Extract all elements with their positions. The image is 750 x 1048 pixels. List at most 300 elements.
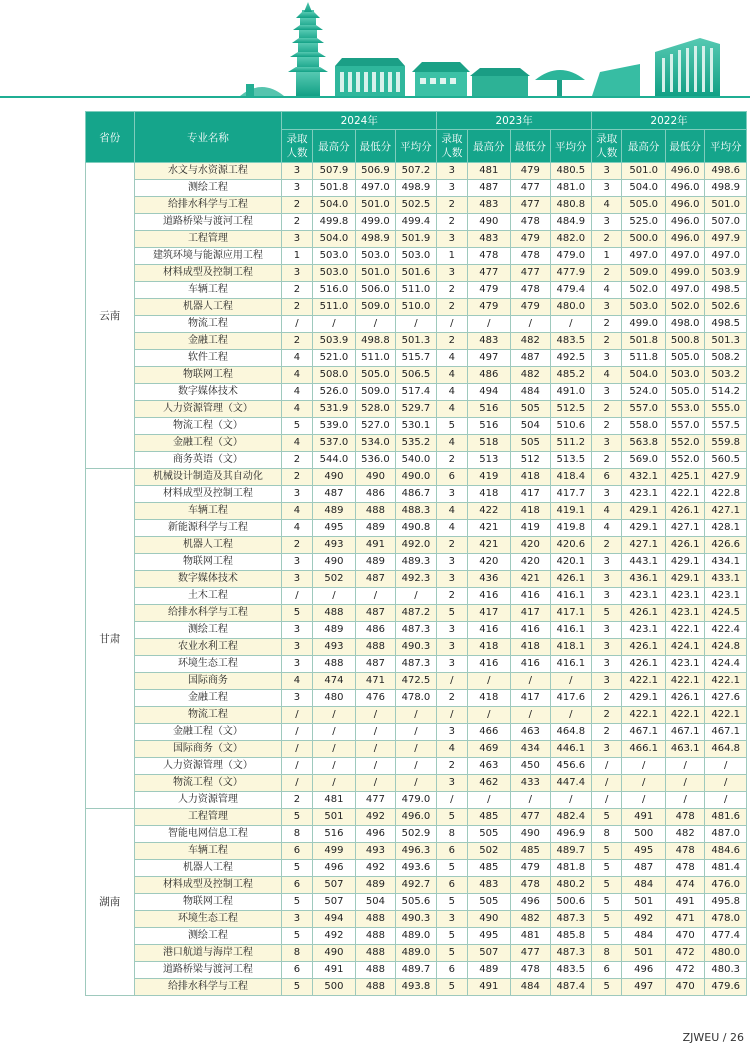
y2022-avg-cell: 427.1 <box>705 503 747 520</box>
y2022-count-cell: 2 <box>592 231 622 248</box>
y2023-avg-cell: 480.0 <box>550 299 592 316</box>
y2024-max-cell: / <box>312 588 356 605</box>
y2022-max-cell: / <box>622 775 666 792</box>
major-cell: 金融工程（文） <box>134 435 282 452</box>
y2023-avg-cell: 416.1 <box>550 588 592 605</box>
y2022-count-cell: 4 <box>592 367 622 384</box>
table-row <box>86 928 747 945</box>
y2023-avg-cell: 477.9 <box>550 265 592 282</box>
y2022-avg-cell: 487.0 <box>705 826 747 843</box>
y2024-max-cell: 507 <box>312 894 356 911</box>
table-row <box>86 537 747 554</box>
y2024-count-cell: 3 <box>282 911 312 928</box>
y2024-count-cell: / <box>282 707 312 724</box>
y2022-min-cell: 478 <box>665 809 704 826</box>
y2023-max-cell: 483 <box>467 231 511 248</box>
y2023-avg-cell: 418.4 <box>550 469 592 486</box>
y2023-count-cell: 2 <box>437 758 467 775</box>
y2024-max-cell: 499 <box>312 843 356 860</box>
y2023-max-cell: 417 <box>467 605 511 622</box>
year-2024-header: 2024年 <box>282 112 437 130</box>
y2023-max-cell: 516 <box>467 418 511 435</box>
count-header: 录取 人数 <box>282 130 312 163</box>
y2023-count-cell: 3 <box>437 486 467 503</box>
y2023-min-cell: 479 <box>511 163 550 180</box>
major-cell: 物联网工程 <box>134 554 282 571</box>
y2023-avg-cell: 416.1 <box>550 656 592 673</box>
y2023-count-cell: 2 <box>437 197 467 214</box>
table-row <box>86 214 747 231</box>
y2024-max-cell: 490 <box>312 554 356 571</box>
y2022-avg-cell: 424.5 <box>705 605 747 622</box>
y2022-max-cell: 484 <box>622 877 666 894</box>
y2022-count-cell: 3 <box>592 741 622 758</box>
y2024-min-cell: 501.0 <box>356 197 395 214</box>
y2022-avg-cell: 480.0 <box>705 945 747 962</box>
y2023-max-cell: 518 <box>467 435 511 452</box>
y2022-max-cell: 511.8 <box>622 350 666 367</box>
y2024-max-cell: 494 <box>312 911 356 928</box>
y2024-min-cell: 487 <box>356 605 395 622</box>
y2024-count-cell: 3 <box>282 163 312 180</box>
y2024-min-cell: / <box>356 588 395 605</box>
y2022-count-cell: 6 <box>592 962 622 979</box>
y2023-max-cell: 479 <box>467 282 511 299</box>
y2024-count-cell: 5 <box>282 894 312 911</box>
y2022-min-cell: 427.1 <box>665 520 704 537</box>
table-row <box>86 758 747 775</box>
y2022-min-cell: 500.8 <box>665 333 704 350</box>
y2024-avg-cell: 535.2 <box>395 435 437 452</box>
y2022-min-cell: 425.1 <box>665 469 704 486</box>
y2022-min-cell: 471 <box>665 911 704 928</box>
y2024-avg-cell: / <box>395 316 437 333</box>
y2023-max-cell: 418 <box>467 690 511 707</box>
major-cell: 物流工程（文） <box>134 775 282 792</box>
y2024-count-cell: 3 <box>282 554 312 571</box>
y2023-count-cell: 3 <box>437 163 467 180</box>
y2023-min-cell: 416 <box>511 622 550 639</box>
y2024-min-cell: 534.0 <box>356 435 395 452</box>
y2022-count-cell: 5 <box>592 605 622 622</box>
y2024-avg-cell: 489.0 <box>395 928 437 945</box>
y2024-avg-cell: 496.0 <box>395 809 437 826</box>
y2022-avg-cell: 434.1 <box>705 554 747 571</box>
y2022-avg-cell: 422.1 <box>705 707 747 724</box>
y2022-max-cell: 499.0 <box>622 316 666 333</box>
y2023-avg-cell: 446.1 <box>550 741 592 758</box>
y2023-min-cell: 419 <box>511 520 550 537</box>
y2024-avg-cell: 490.3 <box>395 639 437 656</box>
y2023-max-cell: 469 <box>467 741 511 758</box>
y2022-max-cell: 429.1 <box>622 520 666 537</box>
major-cell: 车辆工程 <box>134 503 282 520</box>
y2022-count-cell: 1 <box>592 248 622 265</box>
table-row <box>86 741 747 758</box>
y2022-max-cell: 492 <box>622 911 666 928</box>
table-row <box>86 418 747 435</box>
table-row <box>86 163 747 180</box>
y2022-count-cell: 3 <box>592 622 622 639</box>
y2024-count-cell: 6 <box>282 877 312 894</box>
y2023-max-cell: 466 <box>467 724 511 741</box>
y2023-count-cell: 6 <box>437 877 467 894</box>
y2023-count-cell: 1 <box>437 248 467 265</box>
table-row <box>86 571 747 588</box>
y2022-min-cell: 429.1 <box>665 571 704 588</box>
y2023-count-cell: / <box>437 792 467 809</box>
major-cell: 材料成型及控制工程 <box>134 877 282 894</box>
y2023-avg-cell: 510.6 <box>550 418 592 435</box>
y2024-min-cell: 488 <box>356 639 395 656</box>
y2022-avg-cell: 424.8 <box>705 639 747 656</box>
y2022-avg-cell: 560.5 <box>705 452 747 469</box>
major-cell: 软件工程 <box>134 350 282 367</box>
y2024-min-cell: 476 <box>356 690 395 707</box>
major-cell: 物流工程（文） <box>134 418 282 435</box>
y2023-count-cell: 2 <box>437 333 467 350</box>
y2024-max-cell: 490 <box>312 945 356 962</box>
y2023-max-cell: 419 <box>467 469 511 486</box>
y2022-avg-cell: / <box>705 775 747 792</box>
y2022-count-cell: 3 <box>592 214 622 231</box>
y2022-min-cell: 429.1 <box>665 554 704 571</box>
y2023-count-cell: 8 <box>437 826 467 843</box>
y2022-avg-cell: 498.5 <box>705 316 747 333</box>
y2024-min-cell: 486 <box>356 486 395 503</box>
table-row <box>86 231 747 248</box>
major-cell: 土木工程 <box>134 588 282 605</box>
y2024-min-cell: 477 <box>356 792 395 809</box>
y2023-avg-cell: 480.5 <box>550 163 592 180</box>
y2022-min-cell: 505.0 <box>665 350 704 367</box>
y2024-max-cell: 496 <box>312 860 356 877</box>
y2023-max-cell: 507 <box>467 945 511 962</box>
table-row <box>86 809 747 826</box>
y2022-min-cell: 422.1 <box>665 707 704 724</box>
y2022-avg-cell: 427.9 <box>705 469 747 486</box>
y2022-count-cell: 2 <box>592 724 622 741</box>
table-row <box>86 945 747 962</box>
page-number: ZJWEU / 26 <box>682 1031 744 1044</box>
y2023-avg-cell: 500.6 <box>550 894 592 911</box>
y2024-avg-cell: 489.3 <box>395 554 437 571</box>
y2022-min-cell: 503.0 <box>665 367 704 384</box>
y2022-avg-cell: / <box>705 758 747 775</box>
table-row <box>86 826 747 843</box>
y2022-count-cell: 8 <box>592 945 622 962</box>
y2023-max-cell: 436 <box>467 571 511 588</box>
y2024-max-cell: / <box>312 724 356 741</box>
y2024-min-cell: / <box>356 316 395 333</box>
y2024-count-cell: 4 <box>282 367 312 384</box>
y2023-min-cell: 434 <box>511 741 550 758</box>
y2022-count-cell: 3 <box>592 571 622 588</box>
y2024-avg-cell: 503.0 <box>395 248 437 265</box>
y2023-count-cell: 6 <box>437 962 467 979</box>
y2024-count-cell: 5 <box>282 860 312 877</box>
y2024-max-cell: 490 <box>312 469 356 486</box>
y2024-min-cell: 496 <box>356 826 395 843</box>
major-cell: 物流工程 <box>134 707 282 724</box>
y2023-min-cell: 482 <box>511 911 550 928</box>
table-row <box>86 656 747 673</box>
y2024-min-cell: / <box>356 758 395 775</box>
y2023-avg-cell: 485.8 <box>550 928 592 945</box>
y2024-count-cell: 2 <box>282 452 312 469</box>
y2022-min-cell: 496.0 <box>665 231 704 248</box>
y2024-avg-cell: 492.3 <box>395 571 437 588</box>
y2024-max-cell: 492 <box>312 928 356 945</box>
table-row <box>86 707 747 724</box>
table-row <box>86 282 747 299</box>
y2022-min-cell: 496.0 <box>665 180 704 197</box>
min-score-header: 最低分 <box>356 130 395 163</box>
y2023-min-cell: 477 <box>511 809 550 826</box>
major-cell: 数字媒体技术 <box>134 384 282 401</box>
y2023-max-cell: 418 <box>467 639 511 656</box>
y2022-avg-cell: 514.2 <box>705 384 747 401</box>
y2022-count-cell: 6 <box>592 469 622 486</box>
y2023-max-cell: 487 <box>467 180 511 197</box>
y2022-avg-cell: 498.5 <box>705 282 747 299</box>
y2022-count-cell: 2 <box>592 690 622 707</box>
y2024-count-cell: / <box>282 775 312 792</box>
y2022-max-cell: 427.1 <box>622 537 666 554</box>
y2023-min-cell: 482 <box>511 367 550 384</box>
y2024-min-cell: 527.0 <box>356 418 395 435</box>
y2023-avg-cell: 491.0 <box>550 384 592 401</box>
y2022-max-cell: 484 <box>622 928 666 945</box>
y2023-min-cell: 417 <box>511 605 550 622</box>
y2023-min-cell: 463 <box>511 724 550 741</box>
y2022-max-cell: 422.1 <box>622 707 666 724</box>
y2024-avg-cell: 479.0 <box>395 792 437 809</box>
y2024-min-cell: 487 <box>356 571 395 588</box>
y2024-count-cell: 1 <box>282 248 312 265</box>
y2024-avg-cell: 492.7 <box>395 877 437 894</box>
y2022-count-cell: 5 <box>592 860 622 877</box>
y2024-min-cell: 488 <box>356 962 395 979</box>
major-cell: 港口航道与海岸工程 <box>134 945 282 962</box>
y2022-count-cell: 4 <box>592 503 622 520</box>
y2024-max-cell: 493 <box>312 639 356 656</box>
y2024-min-cell: / <box>356 775 395 792</box>
y2024-max-cell: 502 <box>312 571 356 588</box>
count-header: 录取 人数 <box>592 130 622 163</box>
y2022-avg-cell: 422.4 <box>705 622 747 639</box>
major-cell: 测绘工程 <box>134 180 282 197</box>
y2024-max-cell: 503.9 <box>312 333 356 350</box>
y2023-min-cell: 485 <box>511 843 550 860</box>
y2024-avg-cell: / <box>395 724 437 741</box>
y2023-avg-cell: 512.5 <box>550 401 592 418</box>
y2022-max-cell: 466.1 <box>622 741 666 758</box>
y2023-max-cell: 489 <box>467 962 511 979</box>
y2022-max-cell: 501.8 <box>622 333 666 350</box>
y2022-count-cell: 5 <box>592 979 622 996</box>
y2023-min-cell: 450 <box>511 758 550 775</box>
max-score-header: 最高分 <box>467 130 511 163</box>
y2023-avg-cell: 487.4 <box>550 979 592 996</box>
admission-table-container <box>85 111 747 996</box>
y2022-avg-cell: 501.3 <box>705 333 747 350</box>
y2022-avg-cell: 428.1 <box>705 520 747 537</box>
y2022-min-cell: 426.1 <box>665 503 704 520</box>
y2022-max-cell: 426.1 <box>622 656 666 673</box>
y2024-avg-cell: 507.2 <box>395 163 437 180</box>
y2022-min-cell: / <box>665 775 704 792</box>
y2023-avg-cell: 484.9 <box>550 214 592 231</box>
y2024-min-cell: 486 <box>356 622 395 639</box>
y2022-avg-cell: 508.2 <box>705 350 747 367</box>
y2022-count-cell: / <box>592 775 622 792</box>
y2023-avg-cell: 426.1 <box>550 571 592 588</box>
major-cell: 建筑环境与能源应用工程 <box>134 248 282 265</box>
y2023-count-cell: 3 <box>437 656 467 673</box>
y2023-min-cell: / <box>511 316 550 333</box>
y2023-count-cell: 3 <box>437 622 467 639</box>
y2023-count-cell: 2 <box>437 214 467 231</box>
y2023-max-cell: 486 <box>467 367 511 384</box>
y2022-min-cell: 499.0 <box>665 265 704 282</box>
table-row <box>86 792 747 809</box>
y2022-max-cell: 505.0 <box>622 197 666 214</box>
y2022-max-cell: 436.1 <box>622 571 666 588</box>
y2022-min-cell: 552.0 <box>665 452 704 469</box>
y2023-count-cell: 5 <box>437 809 467 826</box>
y2022-count-cell: 5 <box>592 894 622 911</box>
table-row <box>86 911 747 928</box>
y2022-avg-cell: 507.0 <box>705 214 747 231</box>
y2023-avg-cell: / <box>550 792 592 809</box>
y2022-avg-cell: 497.0 <box>705 248 747 265</box>
y2023-count-cell: 3 <box>437 724 467 741</box>
y2023-min-cell: 417 <box>511 690 550 707</box>
y2024-max-cell: 487 <box>312 486 356 503</box>
y2022-max-cell: 558.0 <box>622 418 666 435</box>
y2022-min-cell: 496.0 <box>665 197 704 214</box>
y2024-count-cell: 2 <box>282 282 312 299</box>
y2023-count-cell: 4 <box>437 350 467 367</box>
province-cell: 云南 <box>86 163 135 469</box>
y2022-avg-cell: 480.3 <box>705 962 747 979</box>
y2023-max-cell: 463 <box>467 758 511 775</box>
y2023-min-cell: 420 <box>511 537 550 554</box>
y2022-min-cell: 422.1 <box>665 673 704 690</box>
avg-score-header: 平均分 <box>705 130 747 163</box>
y2022-max-cell: 502.0 <box>622 282 666 299</box>
y2023-count-cell: 5 <box>437 418 467 435</box>
y2023-avg-cell: 487.3 <box>550 945 592 962</box>
y2023-avg-cell: 483.5 <box>550 333 592 350</box>
y2023-min-cell: 505 <box>511 401 550 418</box>
y2022-avg-cell: 427.6 <box>705 690 747 707</box>
y2022-count-cell: 5 <box>592 928 622 945</box>
y2022-avg-cell: 495.8 <box>705 894 747 911</box>
y2024-avg-cell: 496.3 <box>395 843 437 860</box>
y2024-count-cell: 6 <box>282 843 312 860</box>
y2024-avg-cell: 502.9 <box>395 826 437 843</box>
major-cell: 机器人工程 <box>134 299 282 316</box>
y2024-max-cell: / <box>312 316 356 333</box>
y2024-avg-cell: 490.8 <box>395 520 437 537</box>
y2024-count-cell: 3 <box>282 571 312 588</box>
y2024-max-cell: 531.9 <box>312 401 356 418</box>
y2023-min-cell: 416 <box>511 656 550 673</box>
y2024-count-cell: 8 <box>282 945 312 962</box>
y2024-max-cell: 504.0 <box>312 231 356 248</box>
table-row <box>86 724 747 741</box>
province-cell: 湖南 <box>86 809 135 996</box>
y2022-max-cell: 426.1 <box>622 605 666 622</box>
y2022-count-cell: 2 <box>592 452 622 469</box>
major-cell: 金融工程 <box>134 690 282 707</box>
y2023-count-cell: 6 <box>437 469 467 486</box>
major-cell: 金融工程 <box>134 333 282 350</box>
y2023-min-cell: 420 <box>511 554 550 571</box>
y2022-max-cell: 495 <box>622 843 666 860</box>
y2023-max-cell: 502 <box>467 843 511 860</box>
y2022-avg-cell: 478.0 <box>705 911 747 928</box>
y2024-max-cell: 491 <box>312 962 356 979</box>
y2023-max-cell: 477 <box>467 265 511 282</box>
y2022-min-cell: 470 <box>665 928 704 945</box>
y2022-max-cell: 423.1 <box>622 588 666 605</box>
y2023-min-cell: 479 <box>511 860 550 877</box>
y2024-min-cell: 501.0 <box>356 265 395 282</box>
y2023-count-cell: 2 <box>437 588 467 605</box>
y2022-min-cell: 505.0 <box>665 384 704 401</box>
table-row <box>86 639 747 656</box>
y2024-avg-cell: 487.2 <box>395 605 437 622</box>
table-row <box>86 894 747 911</box>
y2023-max-cell: 516 <box>467 401 511 418</box>
y2024-avg-cell: 501.6 <box>395 265 437 282</box>
y2022-min-cell: 470 <box>665 979 704 996</box>
y2024-count-cell: / <box>282 316 312 333</box>
y2022-max-cell: 569.0 <box>622 452 666 469</box>
y2022-min-cell: / <box>665 758 704 775</box>
y2022-count-cell: 4 <box>592 197 622 214</box>
y2024-max-cell: 539.0 <box>312 418 356 435</box>
table-row <box>86 452 747 469</box>
y2024-avg-cell: / <box>395 588 437 605</box>
y2022-count-cell: 3 <box>592 656 622 673</box>
y2022-max-cell: 429.1 <box>622 690 666 707</box>
table-row <box>86 690 747 707</box>
y2023-avg-cell: 487.3 <box>550 911 592 928</box>
y2022-max-cell: 524.0 <box>622 384 666 401</box>
avg-score-header: 平均分 <box>395 130 437 163</box>
y2022-min-cell: 478 <box>665 843 704 860</box>
y2023-max-cell: 483 <box>467 877 511 894</box>
y2024-min-cell: 488 <box>356 945 395 962</box>
major-header: 专业名称 <box>134 112 282 163</box>
y2024-avg-cell: / <box>395 758 437 775</box>
y2022-count-cell: 5 <box>592 809 622 826</box>
y2023-max-cell: 462 <box>467 775 511 792</box>
y2024-avg-cell: / <box>395 775 437 792</box>
y2023-count-cell: 5 <box>437 894 467 911</box>
y2022-count-cell: 3 <box>592 588 622 605</box>
y2024-min-cell: 488 <box>356 911 395 928</box>
y2023-count-cell: 5 <box>437 945 467 962</box>
y2023-max-cell: 478 <box>467 248 511 265</box>
y2024-avg-cell: / <box>395 707 437 724</box>
y2023-avg-cell: 483.5 <box>550 962 592 979</box>
y2022-min-cell: 423.1 <box>665 588 704 605</box>
